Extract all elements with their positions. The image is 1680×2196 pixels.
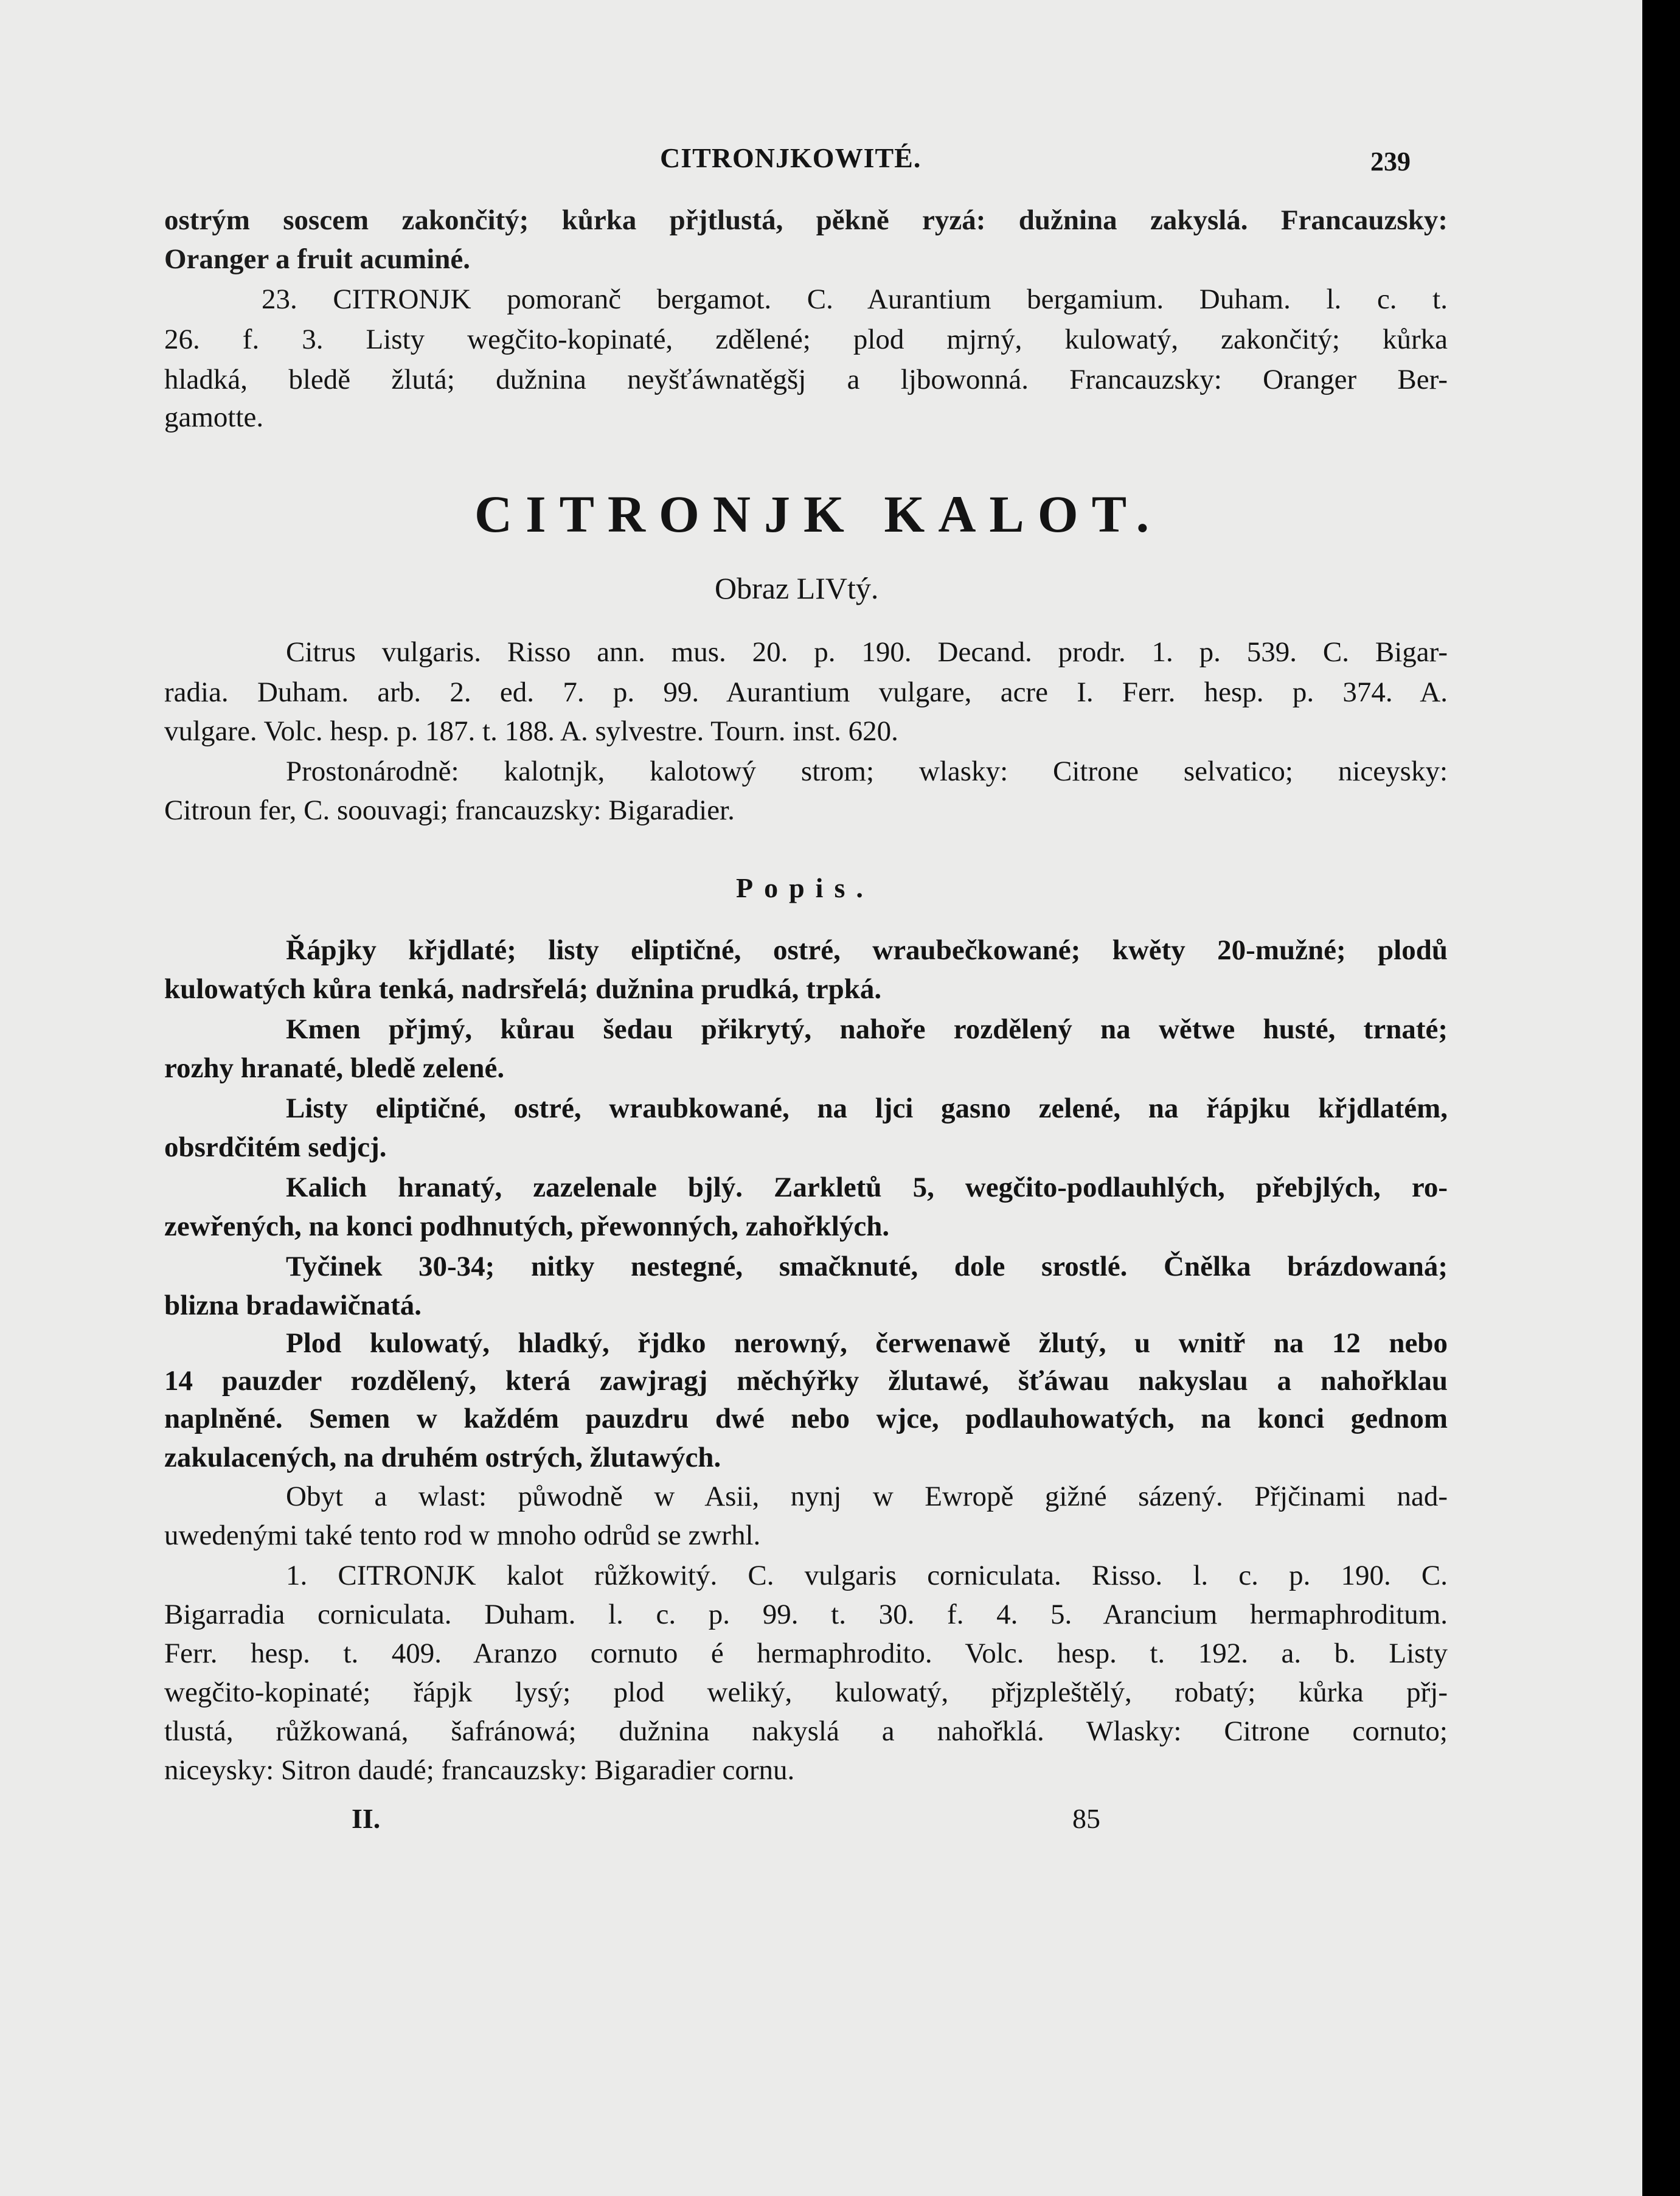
variety-line: Bigarradia corniculata. Duham. l. c. p. 99. t. 30. f. 4. 5. Arancium hermaphroditum. [164, 1599, 1448, 1630]
description-line: zewřených, na konci podhnutých, přewonných, zahořklých. [164, 1211, 890, 1242]
sheet-number: 85 [1072, 1803, 1100, 1834]
text-line: hladká, bledě žlutá; dužnina neyšťáwnatěgšj a ljbowonná. Francauzsky: Oranger Ber- [164, 364, 1448, 395]
running-head: CITRONJKOWITÉ. [660, 142, 922, 173]
variety-line: tlustá, růžkowaná, šafránowá; dužnina nakyslá a nahořklá. Wlasky: Citrone cornuto; [164, 1715, 1448, 1747]
description-line: Listy eliptičné, ostré, wraubkowané, na ljci gasno zelené, na řápjku křjdlatém, [286, 1093, 1448, 1124]
text-line: ostrým soscem zakončitý; kůrka přjtlustá, pěkně ryzá: dužnina zakyslá. Francauzsky: [164, 204, 1448, 236]
description-line: rozhy hranaté, bledě zelené. [164, 1052, 505, 1084]
synonymy-line: vulgare. Volc. hesp. p. 187. t. 188. A. sylvestre. Tourn. inst. 620. [164, 715, 898, 747]
text-line: 26. f. 3. Listy wegčito-kopinaté, zdělené; plod mjrný, kulowatý, zakončitý; kůrka [164, 324, 1448, 355]
description-line: Obyt a wlast: půwodně w Asii, nynj w Ewropě gižné sázený. Přjčinami nad- [286, 1481, 1448, 1512]
description-line: naplněné. Semen w každém pauzdru dwé nebo wjce, podlauhowatých, na konci gednom [164, 1403, 1448, 1434]
description-line: Kalich hranatý, zazelenale bjlý. Zarkletů 5, wegčito-podlauhlých, přebjlých, ro- [286, 1172, 1448, 1203]
vernacular-line: Prostonárodně: kalotnjk, kalotowý strom; wlasky: Citrone selvatico; niceysky: [286, 756, 1448, 787]
description-line: Kmen přjmý, kůrau šedau přikrytý, nahoře rozdělený na wětwe husté, trnaté; [286, 1013, 1448, 1045]
text-line: Oranger a fruit acuminé. [164, 243, 471, 275]
description-heading: Popis. [736, 872, 874, 903]
section-title: CITRONJK KALOT. [474, 485, 1163, 543]
description-line: uwedenými také tento rod w mnoho odrůd se zwrhl. [164, 1520, 761, 1551]
variety-line: Ferr. hesp. t. 409. Aranzo cornuto é hermaphrodito. Volc. hesp. t. 192. a. b. Listy [164, 1638, 1448, 1669]
signature-mark: II. [352, 1803, 381, 1834]
synonymy-line: radia. Duham. arb. 2. ed. 7. p. 99. Aurantium vulgare, acre I. Ferr. hesp. p. 374. A. [164, 676, 1448, 708]
text-line: gamotte. [164, 401, 264, 433]
description-line: zakulacených, na druhém ostrých, žlutawých. [164, 1442, 721, 1473]
vernacular-line: Citroun fer, C. soouvagi; francauzsky: Bigaradier. [164, 794, 735, 826]
description-line: 14 pauzder rozdělený, která zawjragj měchýřky žlutawé, šťáwau nakyslau a nahořklau [164, 1365, 1448, 1397]
description-line: kulowatých kůra tenká, nadrsřelá; dužnina prudká, trpká. [164, 973, 882, 1005]
variety-line: 1. CITRONJK kalot růžkowitý. C. vulgaris corniculata. Risso. l. c. p. 190. C. [286, 1560, 1448, 1591]
text-line: 23. CITRONJK pomoranč bergamot. C. Aurantium bergamium. Duham. l. c. t. [262, 283, 1448, 315]
plate-reference: Obraz LIVtý. [715, 571, 879, 605]
description-line: Plod kulowatý, hladký, řjdko nerowný, čerwenawě žlutý, u wnitř na 12 nebo [286, 1327, 1448, 1359]
variety-line: wegčito-kopinaté; řápjk lysý; plod weliký, kulowatý, přjzpleštělý, robatý; kůrka přj- [164, 1677, 1448, 1708]
description-line: obsrdčitém sedjcj. [164, 1131, 387, 1163]
page-number: 239 [1370, 147, 1411, 176]
description-line: blizna bradawičnatá. [164, 1290, 422, 1321]
description-line: Řápjky křjdlaté; listy eliptičné, ostré, wraubečkowané; kwěty 20-mužné; plodů [286, 934, 1448, 966]
variety-line: niceysky: Sitron daudé; francauzsky: Bigaradier cornu. [164, 1754, 795, 1786]
description-line: Tyčinek 30-34; nitky nestegné, smačknuté, dole srostlé. Čnělka brázdowaná; [286, 1251, 1448, 1282]
synonymy-line: Citrus vulgaris. Risso ann. mus. 20. p. 190. Decand. prodr. 1. p. 539. C. Bigar- [286, 636, 1448, 668]
